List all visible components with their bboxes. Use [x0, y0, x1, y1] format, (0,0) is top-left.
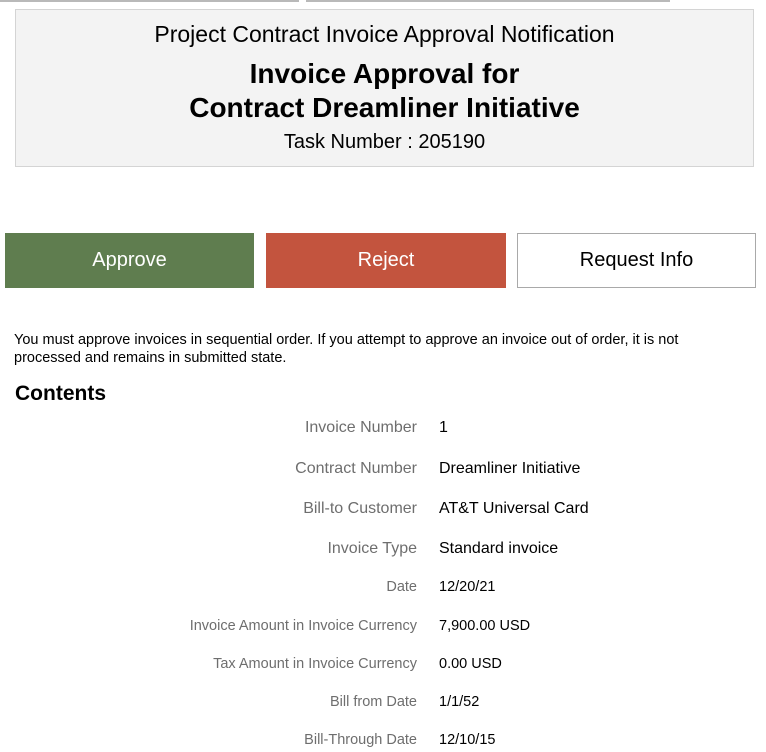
notification-title [16, 57, 753, 125]
field-value: 7,900.00 USD [439, 618, 531, 634]
field-date [0, 577, 766, 599]
field-value: Dreamliner Initiative [439, 460, 581, 477]
field-label: Invoice Number [304, 419, 417, 436]
field-label: Date [386, 579, 417, 595]
field-label: Bill-to Customer [303, 500, 417, 517]
field-value: 12/20/21 [439, 579, 496, 595]
field-bill-through-date [0, 730, 766, 752]
top-divider [306, 0, 670, 2]
approve-button[interactable]: Approve [5, 233, 254, 288]
field-value: 0.00 USD [439, 656, 502, 672]
title-line-1: Invoice Approval for [249, 58, 520, 89]
notification-header [15, 9, 754, 167]
field-bill-from-date [0, 692, 766, 714]
notification-subtitle: Project Contract Invoice Approval Notification [154, 21, 615, 47]
title-line-2: Contract Dreamliner Initiative [189, 92, 580, 123]
request-info-button[interactable]: Request Info [517, 233, 756, 288]
field-label: Contract Number [295, 460, 417, 477]
top-divider [0, 0, 299, 2]
field-label: Invoice Type [327, 540, 417, 557]
field-invoice-amount [0, 616, 766, 638]
field-label: Bill-Through Date [304, 732, 417, 748]
sequential-order-notice: You must approve invoices in sequential order. If you attempt to approve an invoice out of order, it is not processed and remains in submitted state. [14, 332, 679, 366]
field-tax-amount [0, 654, 766, 676]
field-value: Standard invoice [439, 540, 559, 557]
field-bill-to-customer [0, 499, 766, 521]
task-number: Task Number : 205190 [283, 131, 486, 153]
field-value: 12/10/15 [439, 732, 496, 748]
field-label: Invoice Amount in Invoice Currency [189, 618, 417, 634]
contents-heading: Contents [15, 382, 106, 405]
field-invoice-number [0, 418, 766, 440]
field-label: Tax Amount in Invoice Currency [213, 656, 417, 672]
field-invoice-type [0, 539, 766, 561]
field-value: 1/1/52 [439, 694, 480, 710]
field-value: 1 [439, 419, 448, 436]
field-value: AT&T Universal Card [439, 500, 589, 517]
field-label: Bill from Date [329, 694, 417, 710]
reject-button[interactable]: Reject [266, 233, 506, 288]
field-contract-number [0, 459, 766, 481]
